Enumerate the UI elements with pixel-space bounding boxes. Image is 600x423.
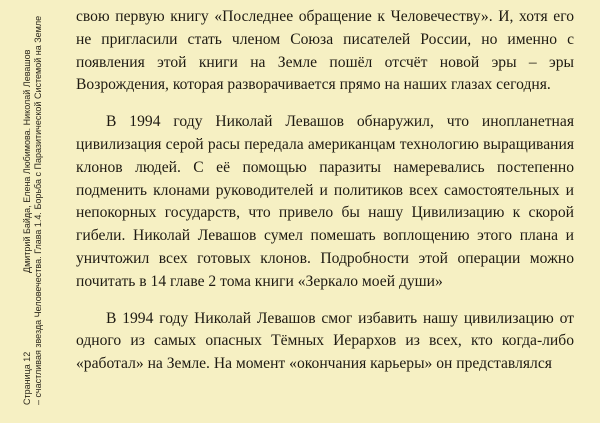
page-sidebar xyxy=(22,15,62,423)
authors-line: Дмитрий Байда, Елена Любимова. Николай Левашов xyxy=(22,49,32,273)
sidebar-right-block xyxy=(22,49,33,273)
paragraph-3: В 1994 году Николай Левашов смог избавить нашу цивилизацию от одного из самых опасных Тёмных Иерархов из всех, кто когда-либо «работал» на Земле. На момент «окончания карьеры» он представлялся xyxy=(76,309,574,373)
paragraph-1: свою первую книгу «Последнее обращение к Человечеству». И, хотя его не пригласили стать членом Союза писателей России, но именно с появления этой книги на Земле пошёл отсчёт новой эры – эры Возрождения, которая разворачивается прямо на наших глазах сегодня. xyxy=(76,8,574,94)
main-text xyxy=(76,6,574,390)
page-number: Страница 12 xyxy=(22,351,32,405)
paragraph-2: В 1994 году Николай Левашов обнаружил, что инопланетная цивилизация серой расы передала американцам технологию выращивания клонов людей. С её помощью паразиты намеревались постепенно подменить клонами руководителей и политиков всех самостоятельных и непокорных государств, что привело бы нашу Цивилизацию к скорой гибели. Николай Левашов сумел помешать воплощению этого плана и уничтожил всех готовых клонов. Подробности этой операции можно почитать в 14 главе 2 тома книги «Зеркало моей души» xyxy=(76,113,574,290)
chapter-title: – счастливая звезда Человечества. Глава 1.4. Борьба с Паразитической Системой на Земле xyxy=(33,15,43,405)
